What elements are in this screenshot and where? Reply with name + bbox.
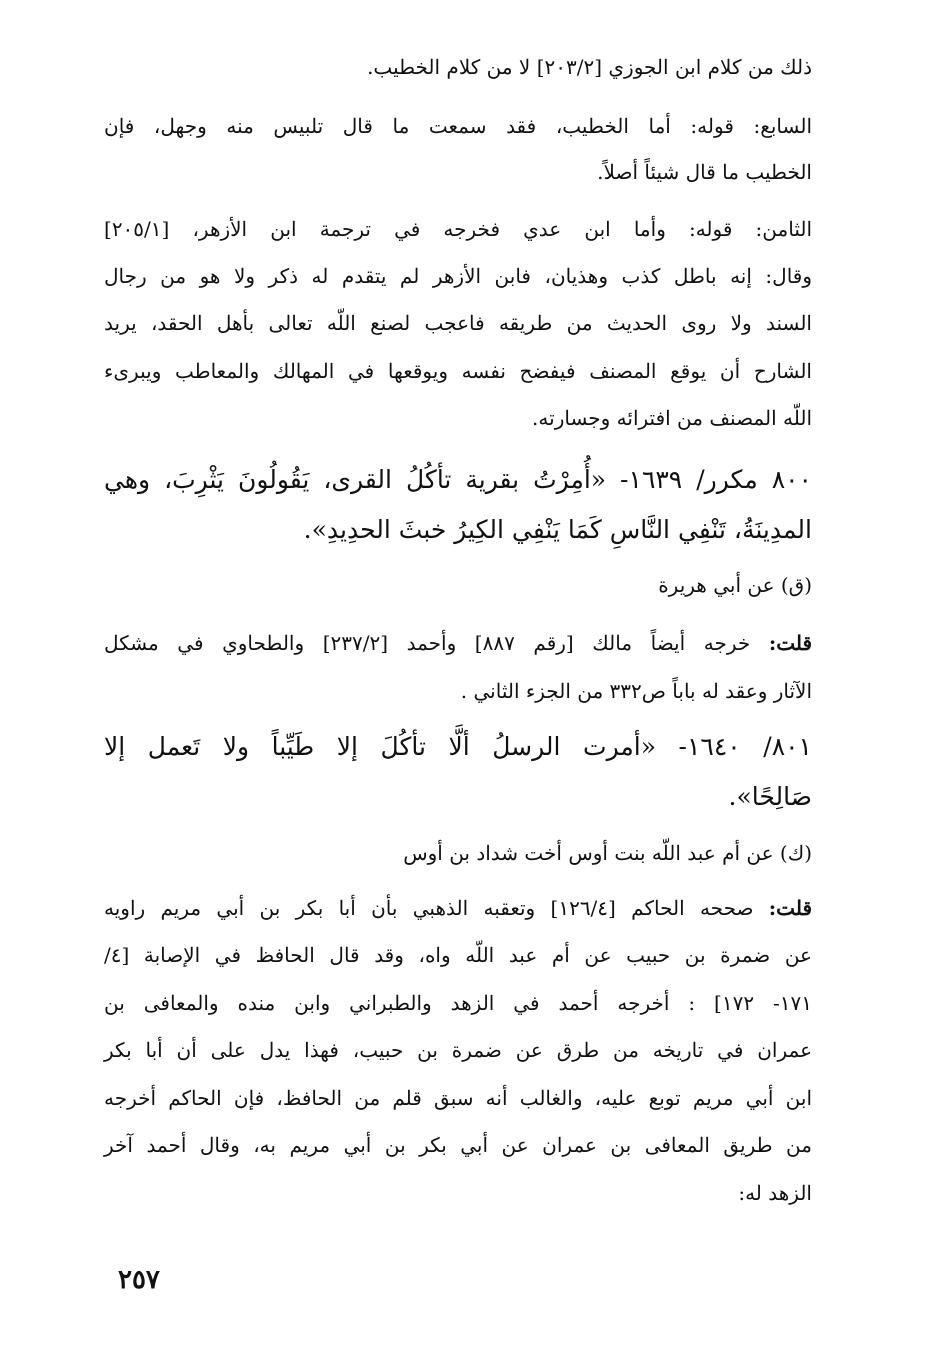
text-line: الآثار وعقد له باباً ص٣٣٢ من الجزء الثاني . (460, 679, 812, 703)
text-line: السند ولا روى الحديث من طريقه فاعجب لصنع اللّه تعالى بأهل الحقد، يريد (104, 311, 812, 335)
hadith-heading: ٨٠١/ ١٦٤٠- «أمرت الرسلُ ألَّا تأكُلَ إلا طَيِّباً ولا تَعمل إلا (104, 732, 812, 761)
text-line: ابن أبي مريم توبع عليه، والغالب أنه سبق قلم من الحافظ، فإن الحاكم أخرجه (104, 1086, 812, 1110)
qult-label: قلت: (768, 631, 813, 655)
commentary-line (104, 628, 812, 658)
text-line: عمران في تاريخه من طرق عن ضمرة بن حبيب، فهذا يدل على أن أبا بكر (104, 1038, 812, 1062)
text-line: ١٧١- ١٧٢] : أخرجه أحمد في الزهد والطبراني وابن منده والمعافى بن (104, 991, 812, 1015)
hadith-source: (ك) عن أم عبد اللّه بنت أوس أخت شداد بن أوس (403, 841, 812, 865)
page-number: ٢٥٧ (118, 1265, 160, 1295)
text-line: السابع: قوله: أما الخطيب، فقد سمعت ما قال تلبيس منه وجهل، فإن (104, 114, 812, 138)
hadith-source: (ق) عن أبي هريرة (658, 573, 812, 597)
hadith-heading: المدِينَةُ، تَنْفِي النَّاسِ كَمَا يَنْفِي الكِيرُ خبثَ الحدِيدِ». (303, 515, 812, 544)
hadith-heading: ٨٠٠ مكرر/ ١٦٣٩- «أُمِرْتُ بقرية تأكُلُ القرى، يَقُولُونَ يَثْرِبَ، وهي (104, 465, 812, 494)
text-line: الثامن: قوله: وأما ابن عدي فخرجه في ترجمة ابن الأزهر، [٢٠٥/١] (104, 217, 812, 241)
text-line: الزهد له: (738, 1181, 812, 1205)
text-line: الخطيب ما قال شيئاً أصلاً. (597, 160, 812, 184)
qult-label: قلت: (768, 896, 812, 920)
commentary-line (104, 893, 812, 923)
text-line: ذلك من كلام ابن الجوزي [٢٠٣/٢] لا من كلام الخطيب. (367, 55, 812, 79)
text-line: اللّه المصنف من افترائه وجسارته. (532, 406, 812, 430)
text-span: صححه الحاكم [١٢٦/٤] وتعقبه الذهبي بأن أبا بكر بن أبي مريم راويه (104, 896, 754, 920)
text-span: خرجه أيضاً مالك [رقم ٨٨٧] وأحمد [٢٣٧/٢] والطحاوي في مشكل (104, 631, 751, 655)
text-line: من طريق المعافى بن عمران عن أبي بكر بن أبي مريم به، وقال أحمد آخر (104, 1133, 812, 1157)
hadith-heading: صَالِحًا». (728, 782, 812, 811)
text-line: الشارح أن يوقع المصنف فيفضح نفسه ويوقعها في المهالك والمعاطب ويبرىء (104, 359, 812, 383)
text-line: وقال: إنه باطل كذب وهذيان، فابن الأزهر لم يتقدم له ذكر ولا هو من رجال (104, 264, 812, 288)
text-line: عن ضمرة بن حبيب عن أم عبد اللّه واه، وقد قال الحافظ في الإصابة [٤/ (104, 943, 812, 967)
